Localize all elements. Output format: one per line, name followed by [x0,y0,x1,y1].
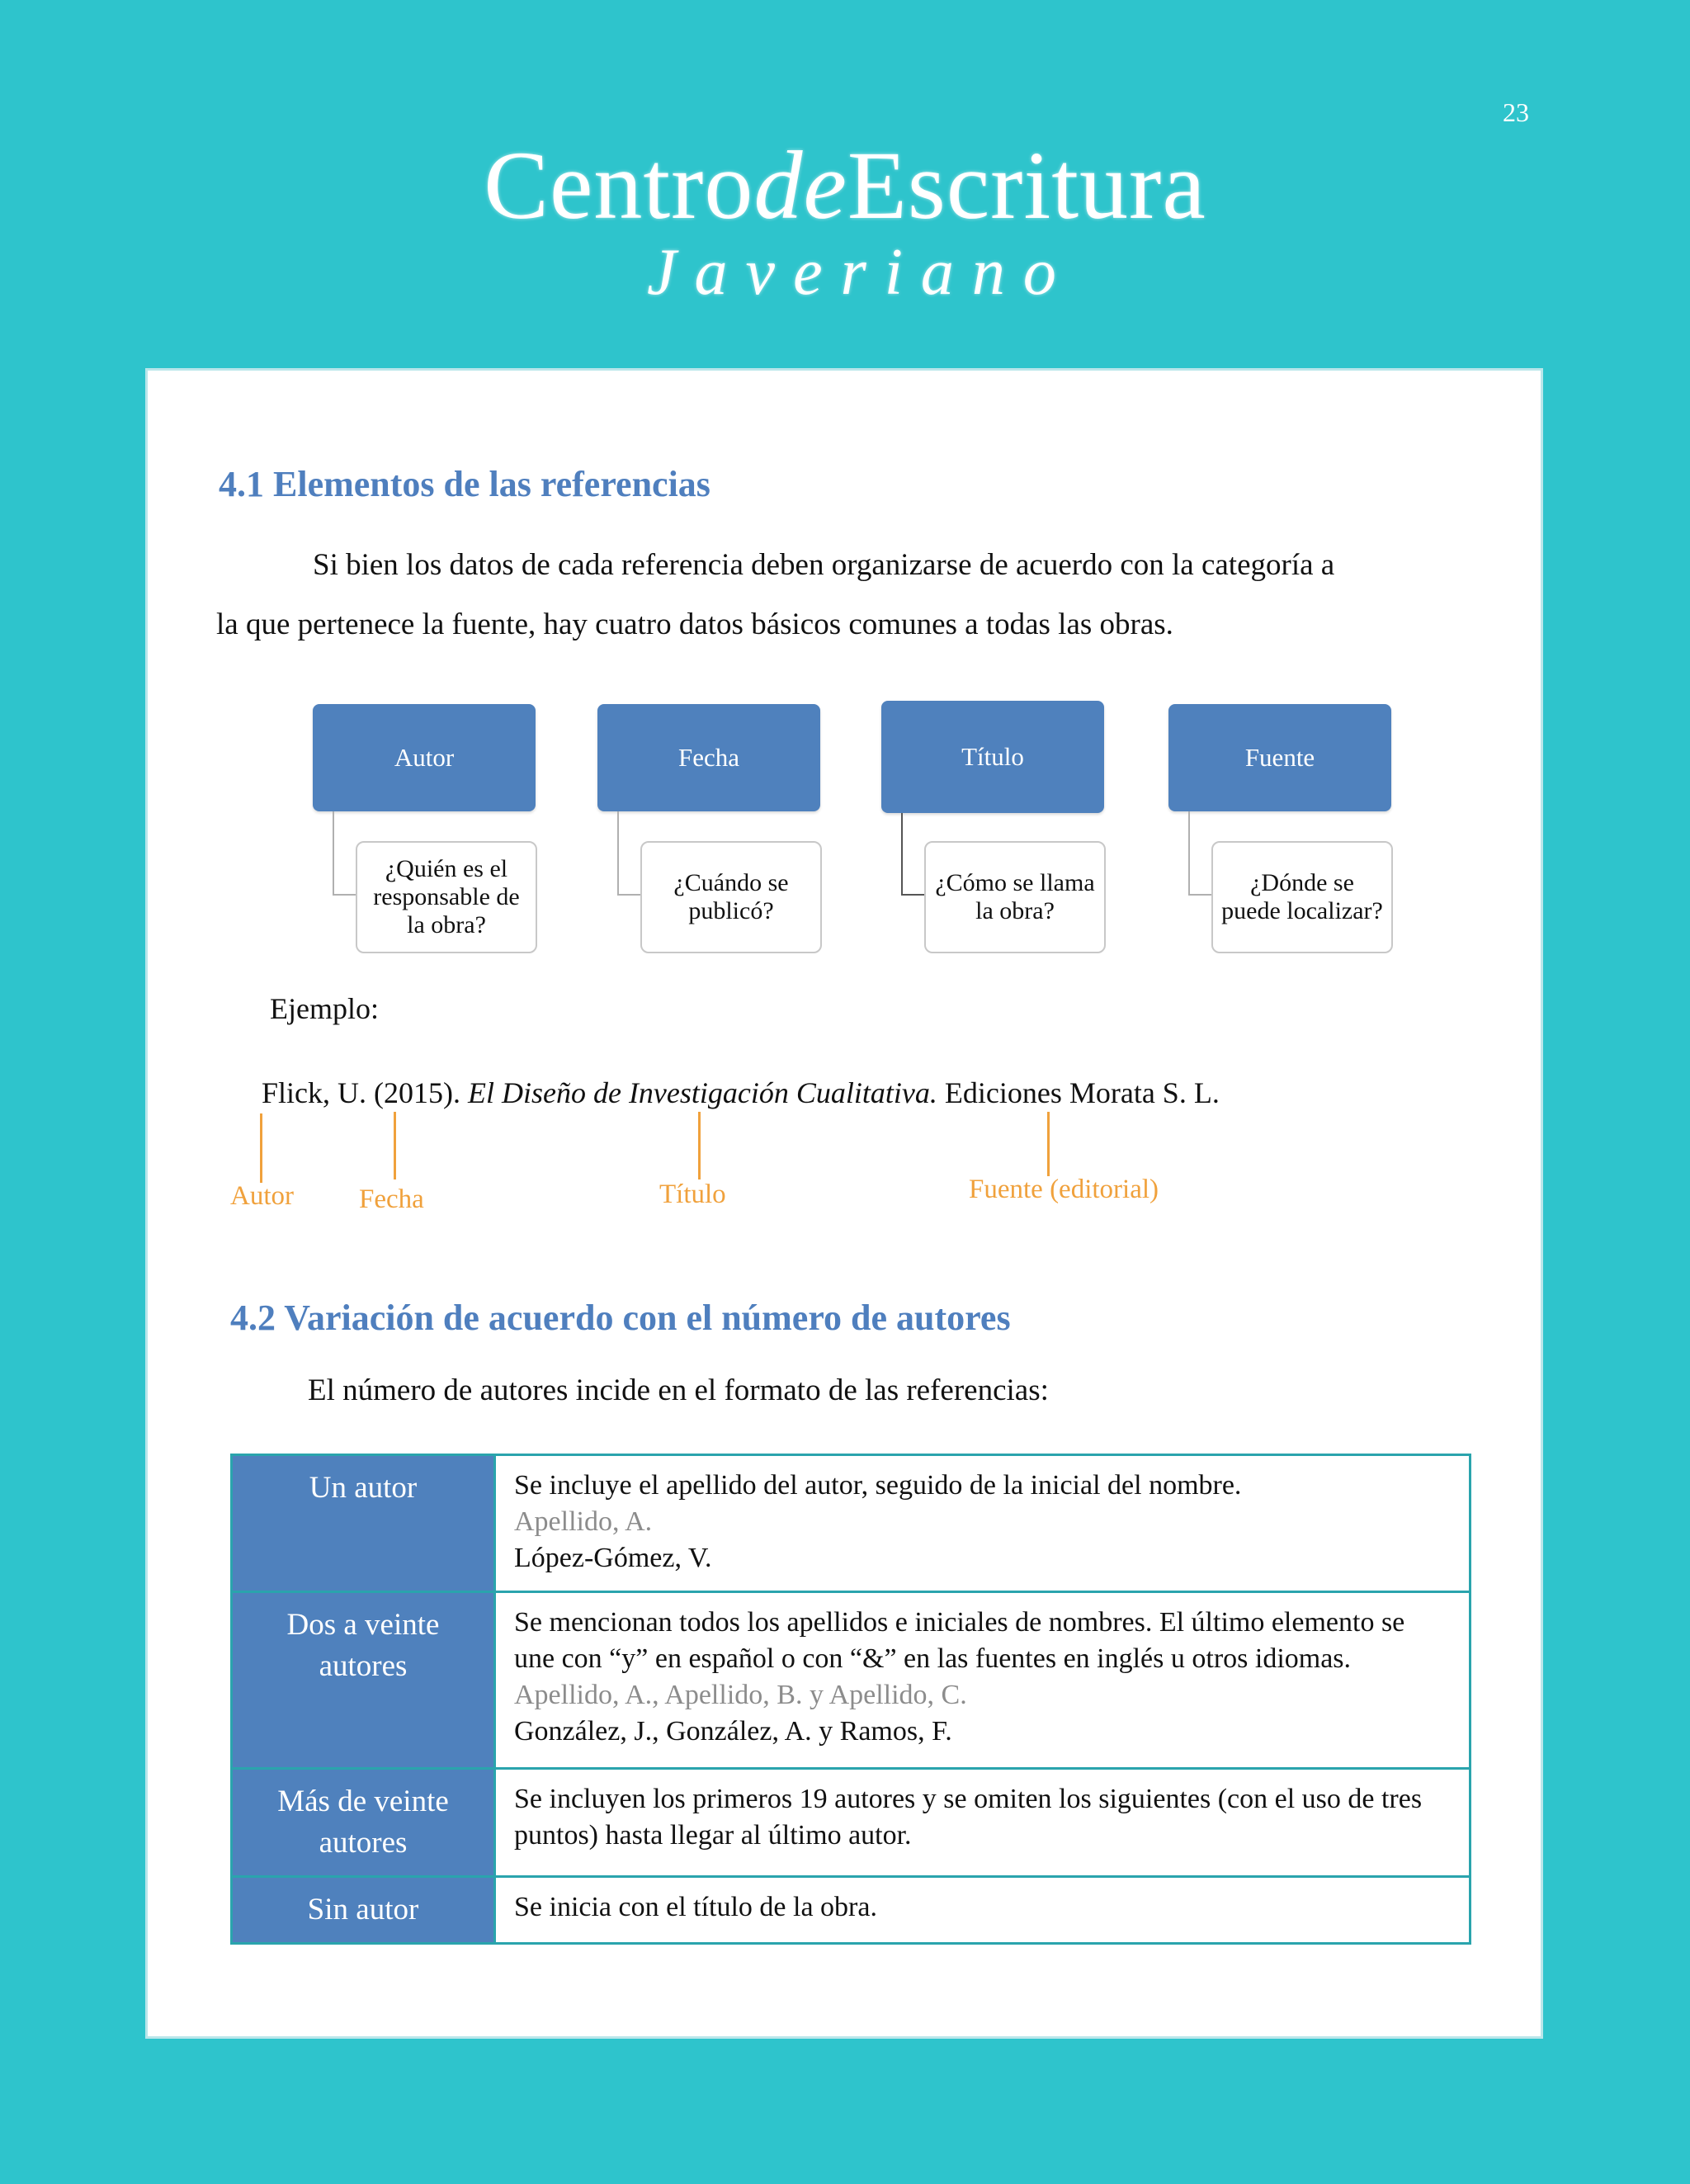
connector-titulo-v [901,813,903,894]
annotation-fuente: Fuente (editorial) [969,1175,1159,1204]
tick-fuente [1047,1112,1050,1176]
connector-titulo-h [901,894,924,896]
connector-fuente-h [1188,894,1211,896]
example-label: Ejemplo: [270,992,379,1025]
row-body-mas-de-veinte [495,1769,1470,1877]
section1-heading: 4.1 Elementos de las referencias [219,464,710,504]
section1-para-line2: la que pertenece la fuente, hay cuatro datos básicos comunes a todas las obras. [216,607,1173,641]
row-text: Se incluye el apellido del autor, seguido de la inicial del nombre. [514,1470,1242,1501]
row-head-sin-autor: Sin autor [232,1877,495,1944]
diagram-question-autor [356,841,537,953]
section2-heading: 4.2 Variación de acuerdo con el número de autores [230,1298,1011,1338]
table-row [232,1592,1470,1769]
diagram-box-titulo [881,701,1104,813]
example-ref-title: El Diseño de Investigación Cualitativa. [467,1076,937,1109]
diagram-box-fuente [1168,704,1391,811]
row-body-un-autor [495,1455,1470,1592]
row-example: López-Gómez, V. [514,1543,712,1573]
connector-autor-h [333,894,356,896]
logo-part1: Centro [484,131,754,239]
table-row [232,1877,1470,1944]
annotation-titulo: Título [659,1179,726,1209]
tick-titulo [698,1112,701,1179]
connector-fuente-v [1188,811,1190,894]
logo-part2: de [753,131,847,239]
example-reference [262,1075,1220,1110]
row-head-dos-a-veinte: Dos a veinte autores [232,1592,495,1769]
diagram-question-fecha [640,841,822,953]
tick-fecha [394,1112,396,1179]
example-ref-after: Ediciones Morata S. L. [937,1076,1220,1109]
table-row [232,1455,1470,1592]
row-head-un-autor: Un autor [232,1455,495,1592]
connector-fecha-v [617,811,619,894]
section2-intro: El número de autores incide en el formato de las referencias: [308,1373,1049,1407]
content-card [145,368,1543,2039]
row-body-sin-autor [495,1877,1470,1944]
diagram-label-titulo: Título [961,742,1024,771]
logo-line2: Javeriano [647,236,1074,309]
logo-part3: Escritura [847,131,1206,239]
diagram-label-autor: Autor [394,743,455,772]
page-number: 23 [1503,97,1529,127]
table-row [232,1769,1470,1877]
row-text: Se mencionan todos los apellidos e iniciales de nombres. El último elemento se une con “y” en español o con “&” en las fuentes en inglés u otros idiomas. [514,1607,1405,1674]
row-example: González, J., González, A. y Ramos, F. [514,1716,952,1747]
diagram-question-titulo-text: ¿Cómo se llama la obra? [935,869,1095,924]
diagram-label-fuente: Fuente [1244,743,1315,772]
row-pattern: Apellido, A., Apellido, B. y Apellido, C. [514,1680,967,1710]
connector-autor-v [333,811,334,894]
tick-autor [260,1113,262,1183]
diagram-question-fuente [1211,841,1393,953]
row-pattern: Apellido, A. [514,1506,653,1537]
diagram-question-fecha-text: ¿Cuándo se publicó? [673,869,789,924]
row-head-mas-de-veinte: Más de veinte autores [232,1769,495,1877]
connector-fecha-h [617,894,640,896]
section1-para-line1: Si bien los datos de cada referencia deben organizarse de acuerdo con la categoría a [313,548,1335,582]
row-body-dos-a-veinte [495,1592,1470,1769]
diagram-box-fecha [597,704,820,811]
annotation-autor: Autor [230,1181,294,1211]
diagram-label-fecha: Fecha [677,743,740,772]
authors-table [230,1454,1471,1945]
annotation-fecha: Fecha [359,1184,424,1214]
row-text: Se incluyen los primeros 19 autores y se omiten los siguientes (con el uso de tres puntos) hasta llegar al último autor. [514,1784,1423,1851]
example-ref-before: Flick, U. (2015). [262,1076,468,1109]
diagram-question-titulo [924,841,1106,953]
diagram-question-fuente-text: ¿Dónde se puede localizar? [1221,869,1383,924]
row-text: Se inicia con el título de la obra. [514,1892,877,1922]
diagram-question-autor-text: ¿Quién es el responsable de la obra? [373,855,520,938]
diagram-box-autor [313,704,536,811]
logo-line1 [0,131,1690,239]
centro-de-escritura-logo [0,131,1690,310]
